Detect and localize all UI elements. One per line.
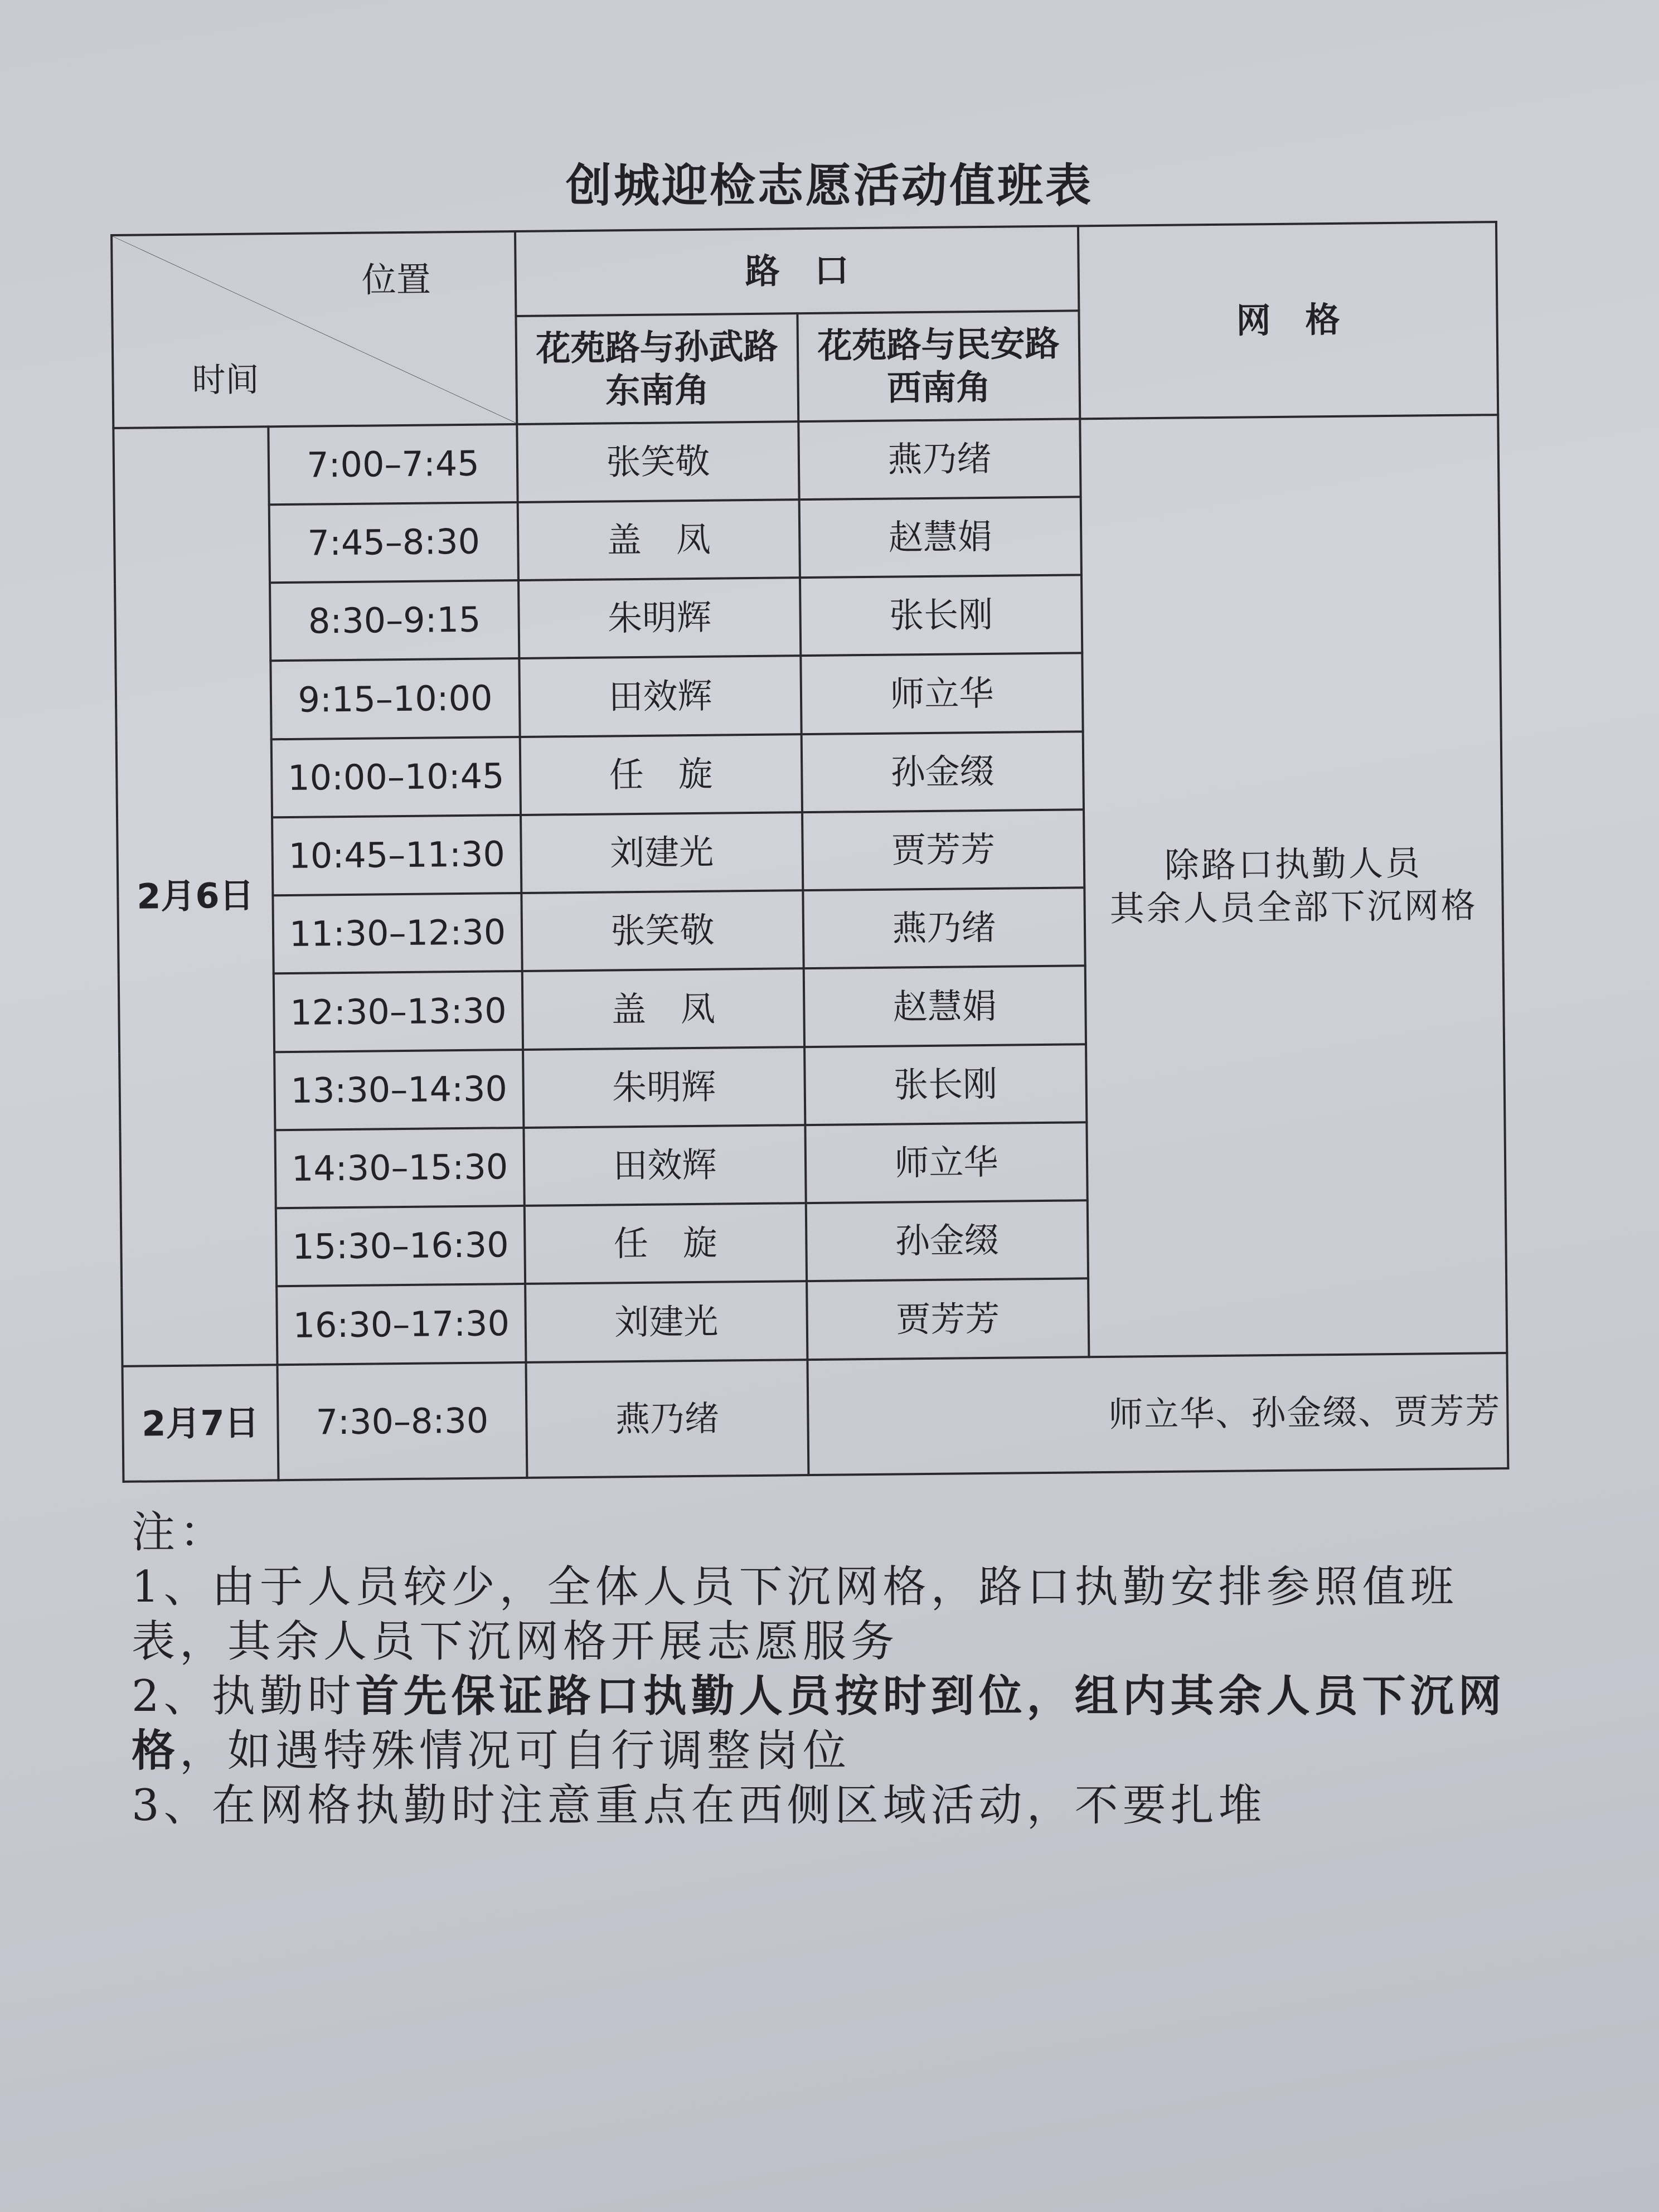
intersection-2-line-2: 西南角 (886, 366, 991, 409)
diagonal-header-cell (111, 231, 517, 428)
intersection-2-person: 赵慧娟 (804, 966, 1086, 1047)
schedule-row (113, 415, 1498, 506)
intersection-2-person: 赵慧娟 (799, 497, 1081, 578)
intersection-2-person: 师立华 (801, 653, 1083, 734)
duty-roster-table (110, 221, 1509, 1483)
grid-note-cell (1080, 415, 1507, 1357)
note-2-prefix: 2、执勤时 (132, 1671, 356, 1721)
intersection-group-header: 路 口 (515, 226, 1079, 316)
time-slot-cell: 11:30–12:30 (273, 893, 522, 974)
time-slot-cell: 15:30–16:30 (276, 1206, 525, 1287)
intersection-2-person: 贾芳芳 (802, 809, 1084, 890)
time-slot-cell: 7:00–7:45 (268, 424, 517, 505)
intersection-2-person: 孙金缀 (802, 731, 1084, 812)
time-slot-cell: 16:30–17:30 (276, 1284, 526, 1365)
time-cell-day2: 7:30–8:30 (277, 1362, 527, 1480)
intersection-2-person: 燕乃绪 (803, 887, 1085, 968)
date-cell-day1: 2月6日 (113, 426, 277, 1366)
intersection-2-line-1: 花苑路与民安路 (817, 323, 1060, 366)
intersection-1-person-day2: 燕乃绪 (526, 1360, 808, 1478)
intersection-2-person: 张长刚 (804, 1044, 1086, 1125)
intersection-1-person: 任 旋 (520, 734, 802, 815)
intersection-1-line-2: 东南角 (605, 369, 710, 411)
intersection-1-person: 朱明辉 (523, 1047, 805, 1128)
intersection-1-person: 刘建光 (525, 1281, 807, 1362)
intersection-1-person: 朱明辉 (518, 578, 801, 658)
intersection-1-person: 张笑敬 (521, 890, 803, 971)
day2-rest-volunteers: 师立华、孙金缀、贾芳芳 (807, 1353, 1508, 1475)
time-slot-cell: 13:30–14:30 (274, 1050, 523, 1131)
diagonal-line (113, 232, 516, 426)
time-slot-cell: 8:30–9:15 (270, 580, 519, 661)
intersection-1-header (516, 314, 798, 424)
intersection-2-person: 孙金缀 (806, 1200, 1088, 1281)
grid-header: 网 格 (1078, 222, 1498, 419)
intersection-1-line-1: 花苑路与孙武路 (536, 326, 778, 369)
note-3: 3、在网格执勤时注意重点在西侧区域活动，不要扎堆 (132, 1781, 1267, 1831)
note-2-emphasis: 首先保证路口执勤人员按时到位，组内其余人员下沉网格 (132, 1671, 1506, 1776)
intersection-1-person: 任 旋 (525, 1203, 807, 1284)
intersection-1-person: 盖 凤 (518, 499, 800, 580)
intersection-2-header (797, 311, 1080, 421)
intersection-1-person: 盖 凤 (522, 968, 804, 1049)
note-2-suffix: ，如遇特殊情况可自行调整岗位 (180, 1726, 851, 1776)
intersection-2-person: 贾芳芳 (807, 1279, 1089, 1360)
grid-note-line: 除路口执勤人员 (1164, 842, 1423, 886)
time-slot-cell: 12:30–13:30 (274, 971, 523, 1052)
intersection-2-person: 张长刚 (800, 575, 1082, 656)
intersection-2-person: 师立华 (805, 1122, 1087, 1203)
time-slot-cell: 14:30–15:30 (275, 1128, 524, 1209)
time-slot-cell: 9:15–10:00 (270, 658, 520, 739)
grid-note-line: 其余人员全部下沉网格 (1109, 885, 1478, 929)
position-label: 位置 (361, 259, 431, 300)
intersection-1-person: 田效辉 (523, 1125, 806, 1206)
page-title: 创城迎检志愿活动值班表 (565, 159, 1093, 212)
date-cell-day2: 2月7日 (122, 1365, 278, 1482)
time-slot-cell: 10:00–10:45 (271, 737, 521, 818)
intersection-1-person: 田效辉 (519, 656, 801, 736)
notes-heading: 注： (132, 1507, 228, 1558)
note-2 (132, 1669, 1525, 1778)
time-slot-cell: 10:45–11:30 (272, 815, 521, 896)
notes-section (132, 1505, 1525, 1833)
intersection-2-person: 燕乃绪 (798, 419, 1080, 499)
time-label: 时间 (192, 360, 259, 400)
intersection-1-person: 刘建光 (521, 812, 803, 893)
time-slot-cell: 7:45–8:30 (269, 502, 518, 583)
intersection-1-person: 张笑敬 (517, 421, 799, 502)
note-1: 1、由于人员较少，全体人员下沉网格，路口执勤安排参照值班表，其余人员下沉网格开展志愿服务 (132, 1562, 1458, 1667)
